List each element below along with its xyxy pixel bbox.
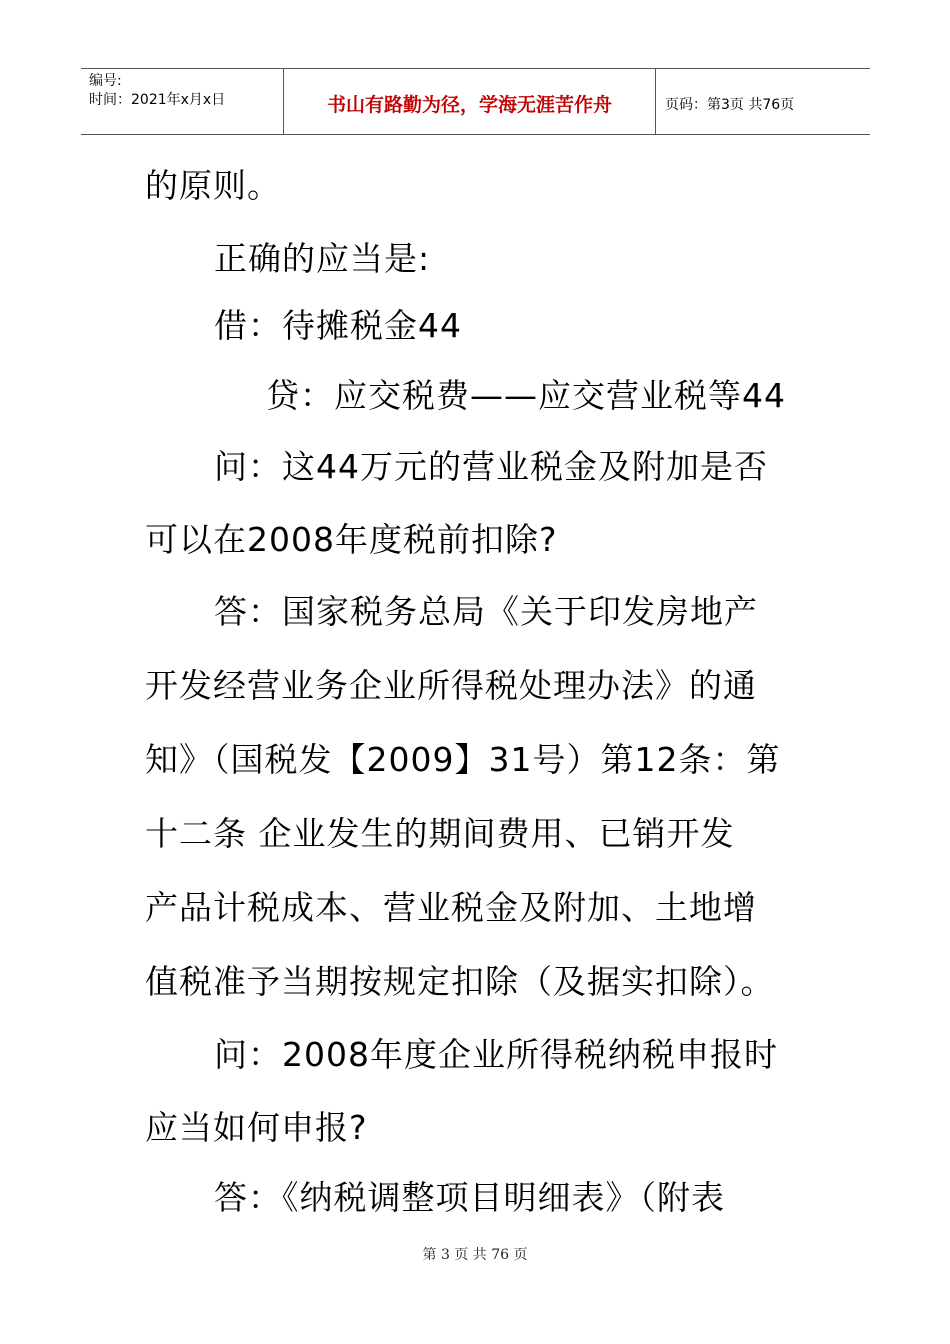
text-line: 应当如何申报? <box>145 1108 368 1147</box>
text-line: 答：《纳税调整项目明细表》（附表 <box>214 1178 725 1217</box>
document-number-label: 编号: <box>89 73 122 89</box>
text-line: 值税准予当期按规定扣除（及据实扣除）。 <box>145 962 775 1001</box>
text-line: 答：国家税务总局《关于印发房地产 <box>214 592 758 631</box>
document-time-label: 时间：2021年x月x日 <box>89 92 226 108</box>
text-line: 问：这44万元的营业税金及附加是否 <box>214 447 768 486</box>
header-motto: 书山有路勤为径，学海无涯苦作舟 <box>284 69 656 134</box>
text-line: 十二条 企业发生的期间费用、已销开发 <box>145 814 735 853</box>
text-line: 贷：应交税费——应交营业税等44 <box>266 376 786 415</box>
text-line: 借：待摊税金44 <box>214 306 462 345</box>
header-page-info: 页码：第3页 共76页 <box>665 96 795 113</box>
text-line: 产品计税成本、营业税金及附加、土地增 <box>145 888 757 927</box>
page-footer: 第 3 页 共 76 页 <box>422 1247 528 1263</box>
text-line: 开发经营业务企业所得税处理办法》的通 <box>145 666 757 705</box>
text-line: 知》（国税发【2009】31号）第12条：第 <box>145 740 781 779</box>
text-line: 问：2008年度企业所得税纳税申报时 <box>214 1035 778 1074</box>
text-line: 的原则。 <box>145 166 281 205</box>
text-line: 正确的应当是: <box>214 239 431 278</box>
text-line: 可以在2008年度税前扣除? <box>145 520 558 559</box>
